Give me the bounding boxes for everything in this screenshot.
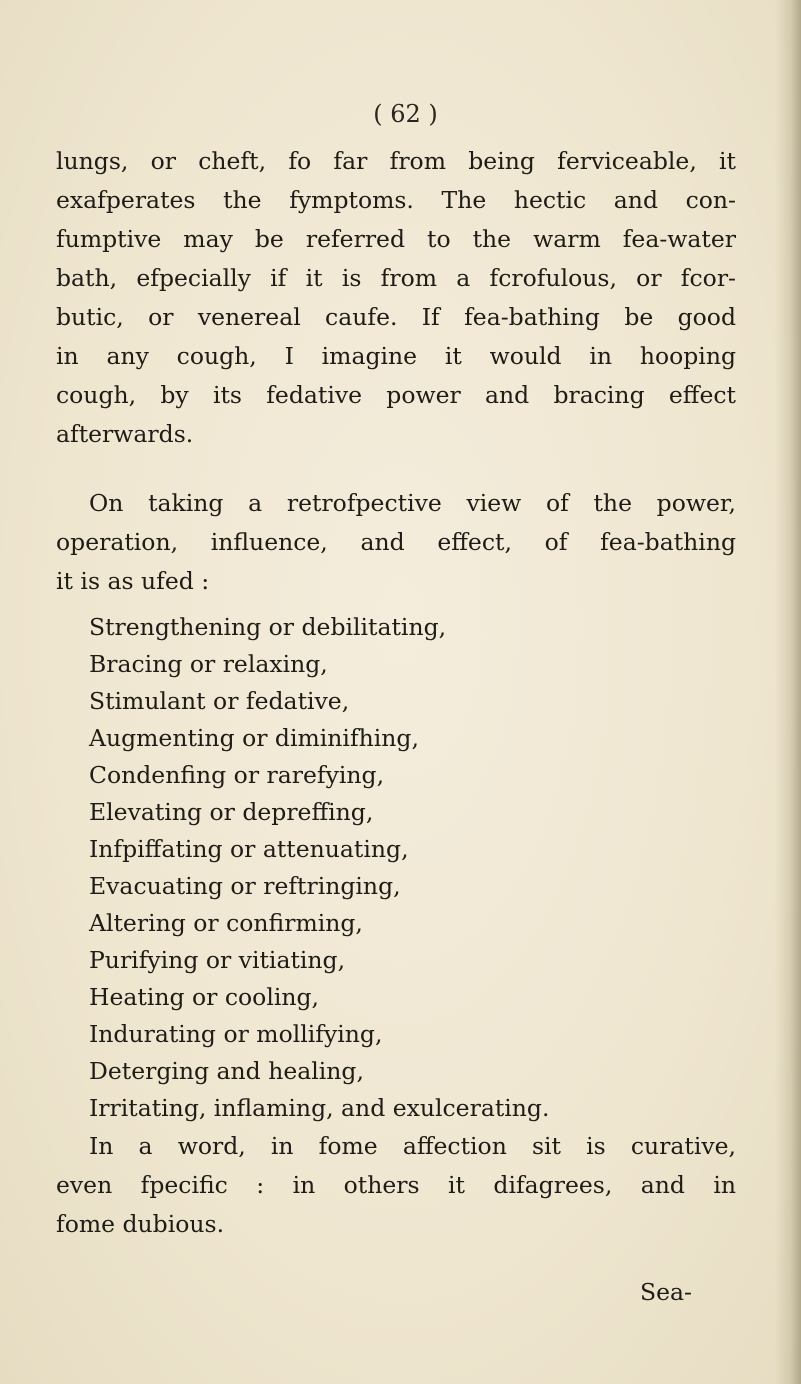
text-line: afterwards. [56, 420, 194, 448]
page-edge-shadow [775, 0, 801, 1384]
list-item: Strengthening or debilitating, [89, 613, 447, 641]
effects-list [56, 609, 736, 1127]
page-number: ( 62 ) [373, 100, 438, 128]
text-line: On taking a retrofpective view of the power, [89, 489, 736, 517]
list-item: Indurating or mollifying, [89, 1020, 383, 1048]
text-line: cough, by its fedative power and bracing effect [56, 381, 736, 409]
text-line: bath, efpecially if it is from a fcrofulous, or fcor- [56, 264, 736, 292]
list-spacer [56, 601, 736, 609]
paragraph-spacer [56, 454, 736, 484]
page-body [56, 142, 736, 1244]
list-item: Irritating, inflaming, and exulcerating. [89, 1094, 550, 1122]
list-item: Altering or confirming, [89, 909, 363, 937]
list-item: Deterging and healing, [89, 1057, 364, 1085]
list-item: Purifying or vitiating, [89, 946, 346, 974]
list-item: Condenfing or rarefying, [89, 761, 385, 789]
list-item: Evacuating or reftringing, [89, 872, 401, 900]
list-item: Heating or cooling, [89, 983, 320, 1011]
paragraph-2 [56, 484, 736, 601]
text-line: butic, or venereal caufe. If fea-bathing be good [56, 303, 736, 331]
list-item: Elevating or depreffing, [89, 798, 374, 826]
text-line: operation, influence, and effect, of fea-bathing [56, 528, 736, 556]
list-item: Augmenting or diminifhing, [89, 724, 419, 752]
text-line: in any cough, I imagine it would in hooping [56, 342, 736, 370]
list-item: Stimulant or fedative, [89, 687, 350, 715]
paragraph-3 [56, 1127, 736, 1244]
list-item: Bracing or relaxing, [89, 650, 328, 678]
text-line: fumptive may be referred to the warm fea-water [56, 225, 736, 253]
paragraph-1 [56, 142, 736, 454]
list-item: Infpiffating or attenuating, [89, 835, 409, 863]
text-line: lungs, or cheft, fo far from being ferviceable, it [56, 147, 736, 175]
text-line: fome dubious. [56, 1210, 225, 1238]
text-line: In a word, in fome affection sit is curative, [89, 1132, 736, 1160]
text-line: even fpecific : in others it difagrees, and in [56, 1171, 736, 1199]
text-line: exafperates the fymptoms. The hectic and con- [56, 186, 736, 214]
text-line: it is as ufed : [56, 567, 210, 595]
catchword: Sea- [640, 1278, 692, 1306]
